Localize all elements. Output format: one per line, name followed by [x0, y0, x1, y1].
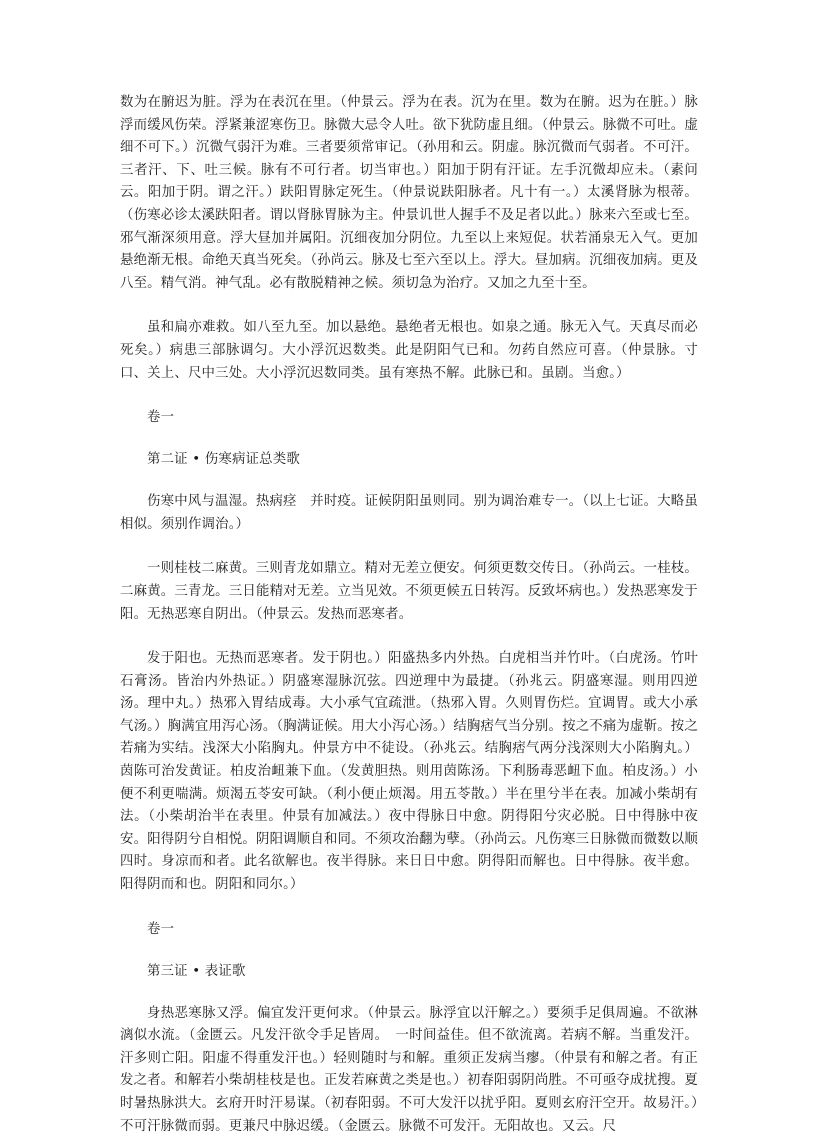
paragraph-gap: [120, 385, 698, 407]
body-paragraph: 数为在腑迟为脏。浮为在表沉在里。（仲景云。浮为在表。沉为在里。数为在腑。迟为在脏。）脉浮而缓风伤荣。浮紧兼涩寒伤卫。脉微大忌令人吐。欲下犹防虚且细。（仲景云。脉微不可吐。虚细不可下。）沉微气弱汗为难。三者要须常审记。（孙用和云。阴虚。脉沉微而气弱者。不可汗。三者汗、下、吐三候。脉有不可行者。切当审也。）阳加于阴有汗证。左手沉微却应未。（素问云。阳加于阴。谓之汗。）趺阳胃脉定死生。（仲景说趺阳脉者。凡十有一。）太溪肾脉为根蒂。（伤寒必诊太溪趺阳者。谓以肾脉胃脉为主。仲景讥世人握手不及足者以此。）脉来六至或七至。邪气渐深须用意。浮大昼加并属阳。沉细夜加分阴位。九至以上来短促。状若涌泉无入气。更加悬绝渐无根。命绝天真当死矣。（孙尚云。脉及七至六至以上。浮大。昼加病。沉细夜加病。更及八至。精气消。神气乱。必有散脱精神之候。须切急为治疗。又加之九至十至。: [120, 95, 698, 291]
volume-label: 卷一: [147, 410, 175, 426]
body-paragraph: 发于阳也。无热而恶寒者。发于阴也。）阳盛热多内外热。白虎相当并竹叶。（白虎汤。竹叶石膏汤。皆治内外热证。）阴盛寒湿脉沉弦。四逆理中为最捷。（孙兆云。阴盛寒湿。则用四逆汤。理中丸。）热邪入胃结成毒。大小承气宜疏泄。（热邪入胃。久则胃伤烂。宜调胃。或大小承气汤。）胸满宜用泻心汤。（胸满证候。用大小泻心汤。）结胸痞气当分别。按之不痛为虚靳。按之若痛为实结。浅深大小陷胸丸。仲景方中不徒设。（孙兆云。结胸痞气两分浅深则大小陷胸丸。）茵陈可治发黄证。柏皮治衄兼下血。（发黄胆热。则用茵陈汤。下利肠毒恶衄下血。柏皮汤。）小便不利更喘满。烦渴五苓安可缺。（利小便止烦渴。用五苓散。）半在里兮半在表。加减小柴胡有法。（小柴胡治半在表里。仲景有加减法。）夜中得脉日中愈。阴得阳兮灾必脱。日中得脉中夜安。阳得阴兮自相悦。阴阳调顺自和同。不须攻治翻为孽。（孙尚云。凡伤寒三日脉微而微数以顺四时。身凉而和者。此名欲解也。夜半得脉。来日日中愈。阴得阳而解也。日中得脉。夜半愈。阳得阴而和也。阴阳和同尔。）: [120, 651, 698, 893]
body-paragraph: 一则桂枝二麻黄。三则青龙如鼎立。精对无差立便安。何须更数交传日。（孙尚云。一桂枝。二麻黄。三青龙。三日能精对无差。立当见效。不须更候五日转泻。反致坏病也。）发热恶寒发于阳。无热恶寒自阴出。（仲景云。发热而恶寒者。: [120, 561, 698, 622]
paragraph-gap: [120, 897, 698, 919]
section-heading: 第三证 • 表证歌: [147, 963, 246, 979]
paragraph-gap: [120, 626, 698, 648]
section-heading: 第二证 • 伤寒病证总类歌: [147, 452, 300, 468]
paragraph-gap: [120, 471, 698, 491]
paragraph-gap: [120, 429, 698, 449]
paragraph-gap: [120, 295, 698, 317]
body-paragraph: 虽和扁亦难救。如八至九至。加以悬绝。悬绝者无根也。如泉之通。脉无入气。天真尽而必死矣。）病患三部脉调匀。大小浮沉迟数类。此是阴阳气已和。勿药自然应可喜。（仲景脉。寸口、关上、尺中三处。大小浮沉迟数同类。虽有寒热不解。此脉已和。虽剧。当愈。）: [120, 320, 698, 381]
body-paragraph: 身热恶寒脉又浮。偏宜发汗更何求。（仲景云。脉浮宜以汗解之。）要须手足俱周遍。不欲淋漓似水流。（金匮云。凡发汗欲令手足皆周。 一时间益佳。但不欲流离。若病不解。当重发汗。汗多则亡阳。阳虚不得重发汗也。）轻则随时与和解。重须正发病当瘳。（仲景有和解之者。有正发之者。和解若小柴胡桂枝是也。正发若麻黄之类是也。）初春阳弱阴尚胜。不可亟夺成扰搜。夏时暑热脉洪大。玄府开时汗易谋。（初春阳弱。不可大发汗以扰乎阳。夏则玄府汗空开。故易汗。）不可汗脉微而弱。更兼尺中脉迟缓。（金匮云。脉微不可发汗。无阳故也。又云。尺: [120, 1005, 698, 1134]
paragraph-gap: [120, 941, 698, 961]
paragraph-gap: [120, 983, 698, 1003]
document-page: [120, 92, 698, 1138]
volume-label: 卷一: [147, 921, 175, 937]
paragraph-gap: [120, 536, 698, 558]
body-paragraph: 伤寒中风与温湿。热病痉 并时疫。证候阴阳虽则同。别为调治难专一。（以上七证。大略虽相似。须别作调治。）: [120, 494, 698, 532]
